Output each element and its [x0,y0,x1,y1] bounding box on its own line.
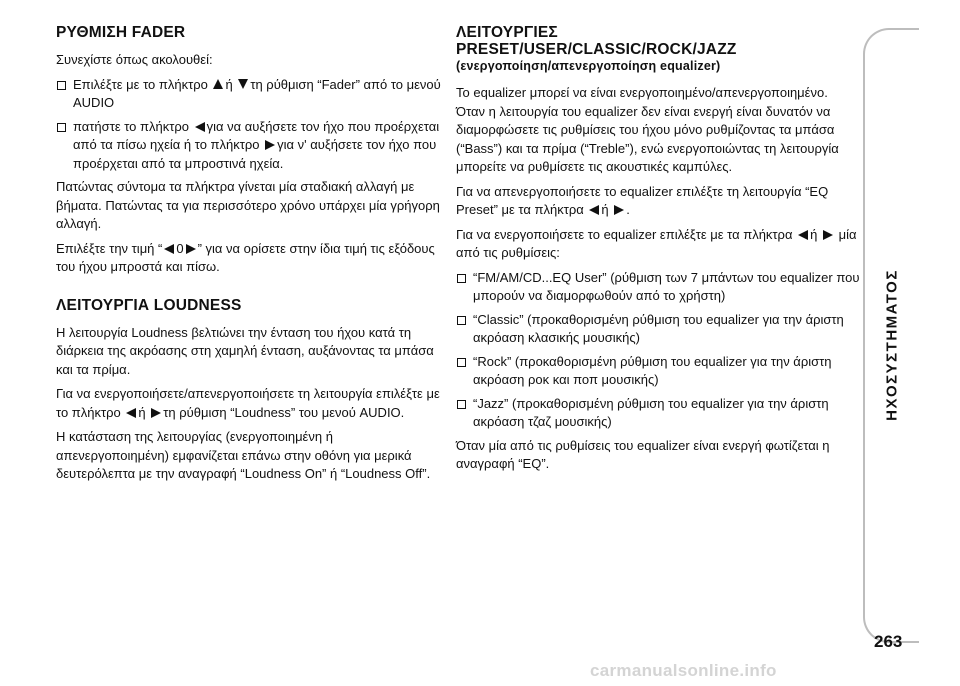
equalizer-bullet-1: “FM/AM/CD...EQ User” (ρύθμιση των 7 μπάντων του equalizer που μπορούν να διαμορφωθούν από το χρήστη) [456,269,860,306]
equalizer-bullet-4: “Jazz” (προκαθορισμένη ρύθμιση του equalizer για την άριστη ακρόαση τζαζ μουσικής) [456,395,860,432]
right-arrow-icon [265,140,275,150]
left-arrow-icon [589,205,599,215]
left-arrow-icon [195,122,205,132]
checkbox-bullet-icon [57,123,66,132]
equalizer-paragraph-3: Για να ενεργοποιήσετε το equalizer επιλέξτε με τα πλήκτρα ή μία από τις ρυθμίσεις: [456,226,857,260]
loudness-paragraph-3: Η κατάσταση της λειτουργίας (ενεργοποιημένη ή απενεργοποιημένη) εμφανίζεται επάνω στην οθόνη για μερικά δευτερόλεπτα με την αναγραφή “Loudness On” ή “Loudness Off”. [56,429,431,481]
left-arrow-icon [126,408,136,418]
checkbox-bullet-icon [457,316,466,325]
equalizer-paragraph-2: Για να απενεργοποιήσετε το equalizer επιλέξτε τη λειτουργία “EQ Preset” με τα πλήκτρα ή . [456,183,829,217]
fader-paragraph-3: Επιλέξτε την τιμή “ 0 ” για να ορίσετε στην ίδια τιμή τις εξόδους του ήχου μπροστά και πίσω. [56,240,435,274]
fader-heading: ΡΥΘΜΙΣΗ FADER [56,24,186,41]
watermark: carmanualsonline.info [590,661,777,680]
up-arrow-icon [213,79,223,89]
chapter-tab-label: ΗΧΟΣΥΣΤΗΜΑΤΟΣ [883,269,901,421]
fader-bullet-1: Επιλέξτε με το πλήκτρο ή τη ρύθμιση “Fader” από το μενού AUDIO [56,76,442,113]
down-arrow-icon [238,79,248,89]
checkbox-bullet-icon [457,358,466,367]
left-column [56,24,442,490]
left-arrow-icon [798,230,808,240]
equalizer-heading-subtitle: (ενεργοποίηση/απενεργοποίηση equalizer) [456,59,721,73]
fader-intro: Συνεχίστε όπως ακολουθεί: [56,52,213,67]
page-number: 263 [874,632,903,651]
equalizer-heading-line-1: ΛΕΙΤΟΥΡΓΙΕΣ [456,24,558,41]
equalizer-paragraph-4: Όταν μία από τις ρυθμίσεις του equalizer είναι ενεργή φωτίζεται η αναγραφή “EQ”. [456,437,830,471]
fader-bullet-2: πατήστε το πλήκτρο για να αυξήσετε τον ήχο που προέρχεται από τα πίσω ηχεία ή το πλήκτρο για ν' αυξήσετε τον ήχο που προέρχεται από τα μπροστινά ηχεία. [56,118,442,174]
left-arrow-icon [164,244,174,254]
equalizer-heading-line-2: PRESET/USER/CLASSIC/ROCK/JAZZ [456,41,737,58]
loudness-paragraph-2: Για να ενεργοποιήσετε/απενεργοποιήσετε τη λειτουργία επιλέξτε με το πλήκτρο ή τη ρύθμιση “Loudness” του μενού AUDIO. [56,386,440,420]
equalizer-bullet-3: “Rock” (προκαθορισμένη ρύθμιση του equalizer για την άριστη ακρόαση ροκ και ποπ μουσικής) [456,353,860,390]
right-arrow-icon [823,230,833,240]
equalizer-paragraph-1: Το equalizer μπορεί να είναι ενεργοποιημένο/απενεργοποιημένο. Όταν η λειτουργία του equalizer δεν είναι ενεργή είναι δυνατόν να διαμορφώσετε τις ρυθμίσεις του ήχου μόνο ρυθμίζοντας τα μπάσα (“Bass”) και τα πρίμα (“Treble”), ενώ ενεργοποιώντας τη λειτουργία μπορείτε να ρυθμίσετε τις ακουστικές καμπύλες. [456,85,839,174]
checkbox-bullet-icon [457,400,466,409]
checkbox-bullet-icon [57,81,66,90]
fader-paragraph-2: Πατώντας σύντομα τα πλήκτρα γίνεται μία σταδιακή αλλαγή με βήματα. Πατώντας τα για περισσότερο χρόνο υπάρχει μία γρήγορη αλλαγή. [56,179,440,231]
loudness-paragraph-1: Η λειτουργία Loudness βελτιώνει την ένταση του ήχου κατά τη διάρκεια της ακρόασης στη χαμηλή ένταση, αυξάνοντας τα μπάσα και τα πρίμα. [56,324,434,377]
right-arrow-icon [151,408,161,418]
right-column [456,24,860,480]
equalizer-bullet-2: “Classic” (προκαθορισμένη ρύθμιση του equalizer για την άριστη ακρόαση κλασικής μουσικής) [456,311,860,348]
right-arrow-icon [186,244,196,254]
right-arrow-icon [614,205,624,215]
checkbox-bullet-icon [457,274,466,283]
loudness-heading: ΛΕΙΤΟΥΡΓΙΑ LOUDNESS [56,296,242,314]
equalizer-heading [456,24,860,74]
